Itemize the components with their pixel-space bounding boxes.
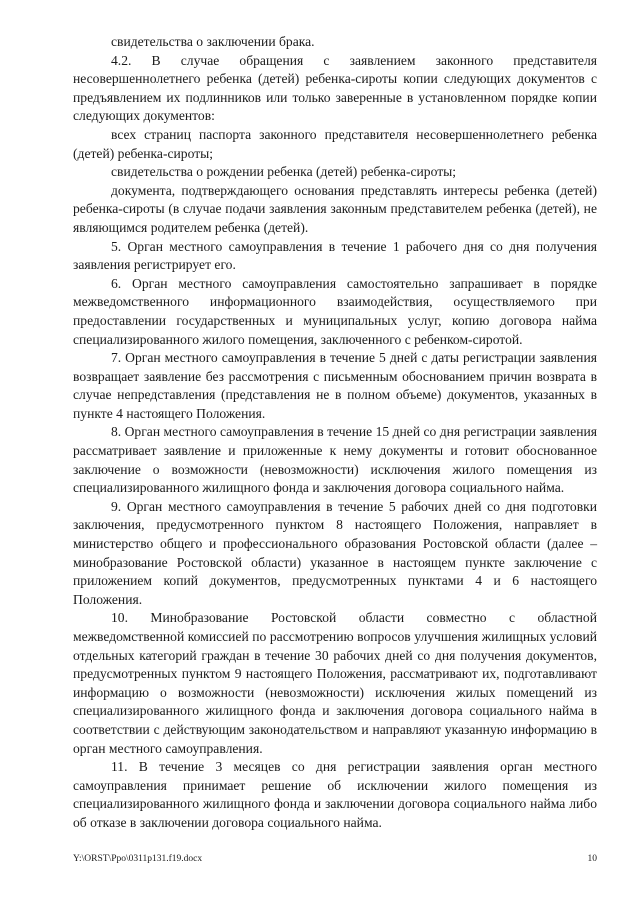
paragraph-4-2-birth-cert: свидетельства о рождении ребенка (детей) ребенка-сироты; bbox=[111, 164, 457, 180]
paragraph-4-2-authority-doc: документа, подтверждающего основания представлять интересы ребенка (детей) ребенка-сироты (в случае подачи заявления законным представителем ребенка (детей), не являющимся родителем ребенка (детей). bbox=[73, 182, 597, 235]
paragraph-9: 9. Орган местного самоуправления в течение 5 рабочих дней со дня подготовки заключения, предусмотренного пунктом 8 настоящего Положения, направляет в министерство общего и профессионального образования Ростовской области (далее – минобразование Ростовской области) указанное в настоящем пункте заключение с приложением копий документов, предусмотренных пунктами 4 и 6 настоящего Положения. bbox=[73, 498, 597, 607]
paragraph-6: 6. Орган местного самоуправления самостоятельно запрашивает в порядке межведомственного информационного взаимодействия, осуществляемого при предоставлении государственных и муниципальных услуг, копию договора найма специализированного жилого помещения, заключенного с ребенком-сиротой. bbox=[73, 275, 597, 347]
paragraph-5: 5. Орган местного самоуправления в течение 1 рабочего дня со дня получения заявления регистрирует его. bbox=[73, 238, 597, 273]
document-body bbox=[73, 33, 597, 833]
paragraph-4-2-passport: всех страниц паспорта законного представителя несовершеннолетнего ребенка (детей) ребенка-сироты; bbox=[73, 126, 597, 161]
paragraph-7: 7. Орган местного самоуправления в течение 5 дней с даты регистрации заявления возвращает заявление без рассмотрения с письменным обоснованием причин возврата в случае непредставления (представления не в полном объеме) документов, указанных в пункте 4 настоящего Положения. bbox=[73, 350, 597, 421]
paragraph-10: 10. Минобразование Ростовской области совместно с областной межведомственной комиссией по рассмотрению вопросов улучшения жилищных условий отдельных категорий граждан в течение 30 рабочих дней со дня получения документов, предусмотренных пунктом 9 настоящего Положения, рассматривают их, подготавливают информацию о возможности (невозможности) исключения жилых помещений из специализированного жилищного фонда и заключения договора социального найма в соответствии с действующим законодательством и направляют указанную информацию в орган местного самоуправления. bbox=[73, 610, 597, 756]
paragraph-8: 8. Орган местного самоуправления в течение 15 дней со дня регистрации заявления рассматривает заявление и приложенные к нему документы и готовит обоснованное заключение о возможности (невозможности) исключения жилого помещения из специализированного жилищного фонда и заключения договора социального найма. bbox=[73, 424, 597, 496]
footer-file-path: Y:\ORST\Ppo\0311p131.f19.docx bbox=[73, 854, 203, 864]
paragraph-11: 11. В течение 3 месяцев со дня регистрации заявления орган местного самоуправления принимает решение об исключении жилого помещения из специализированного жилищного фонда и заключении договора социального найма либо об отказе в заключении договора социального найма. bbox=[73, 759, 597, 830]
paragraph-4-2: 4.2. В случае обращения с заявлением законного представителя несовершеннолетнего ребенка (детей) ребенка-сироты копии следующих документов с предъявлением их подлинников или только заверенные в установленном порядке копии следующих документов: bbox=[73, 52, 597, 124]
paragraph-marriage-cert: свидетельства о заключении брака. bbox=[111, 34, 315, 49]
page-number: 10 bbox=[587, 854, 597, 864]
